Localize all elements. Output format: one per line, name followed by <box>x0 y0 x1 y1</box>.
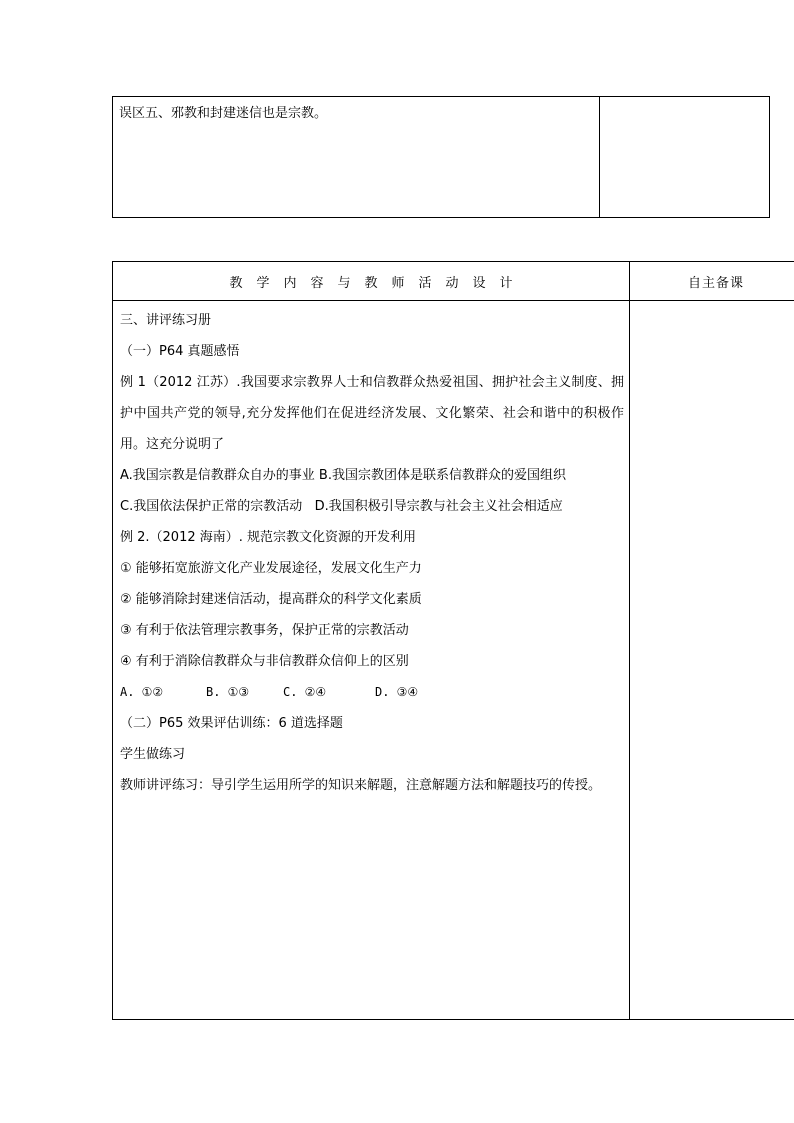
answer-option-b: B. ①③ <box>206 685 250 699</box>
lesson-plan-table <box>112 261 794 1020</box>
answer-option-d: D. ③④ <box>375 685 419 699</box>
example-2-stem: 例 2.（2012 海南）. 规范宗教文化资源的开发利用 <box>120 530 417 545</box>
answer-option-c: C. ②④ <box>283 685 327 699</box>
answer-option-a: A. ①② <box>120 685 164 699</box>
example-2-item-2: ② 能够消除封建迷信活动，提高群众的科学文化素质 <box>120 592 422 607</box>
example-1-options-cd: C.我国依法保护正常的宗教活动 D.我国积极引导宗教与社会主义社会相适应 <box>120 499 563 514</box>
header-self-prep: 自主备课 <box>630 262 794 301</box>
example-1-stem: 例 1（2012 江苏）.我国要求宗教界人士和信教群众热爱祖国、拥护社会主义制度、拥护中国共产党的领导,充分发挥他们在促进经济发展、文化繁荣、社会和谐中的积极作用。这充分说明了 <box>120 375 624 452</box>
misconception-text: 误区五、邪教和封建迷信也是宗教。 <box>119 106 328 121</box>
student-practice: 学生做练习 <box>120 747 186 762</box>
content-cell <box>113 301 630 1020</box>
notes-cell <box>600 97 770 218</box>
example-2-item-1: ① 能够拓宽旅游文化产业发展途径，发展文化生产力 <box>120 561 422 576</box>
header-teaching-content: 教学内容与教师活动设计 <box>113 262 630 301</box>
example-2-item-4: ④ 有利于消除信教群众与非信教群众信仰上的区别 <box>120 654 409 669</box>
self-prep-cell <box>630 301 794 1020</box>
subsection-2: （二）P65 效果评估训练：6 道选择题 <box>120 716 343 731</box>
section-title: 三、讲评练习册 <box>120 313 212 328</box>
example-2-item-3: ③ 有利于依法管理宗教事务，保护正常的宗教活动 <box>120 623 409 638</box>
misconception-cell <box>113 97 600 218</box>
example-2-answers <box>120 677 624 708</box>
teacher-review: 教师讲评练习：导引学生运用所学的知识来解题，注意解题方法和解题技巧的传授。 <box>120 778 602 793</box>
misconception-table <box>112 96 770 218</box>
subsection-1: （一）P64 真题感悟 <box>120 344 240 359</box>
header-row <box>113 262 794 301</box>
example-1-options-ab: A.我国宗教是信教群众自办的事业 B.我国宗教团体是联系信教群众的爱国组织 <box>120 468 566 483</box>
content-row <box>113 301 794 1020</box>
